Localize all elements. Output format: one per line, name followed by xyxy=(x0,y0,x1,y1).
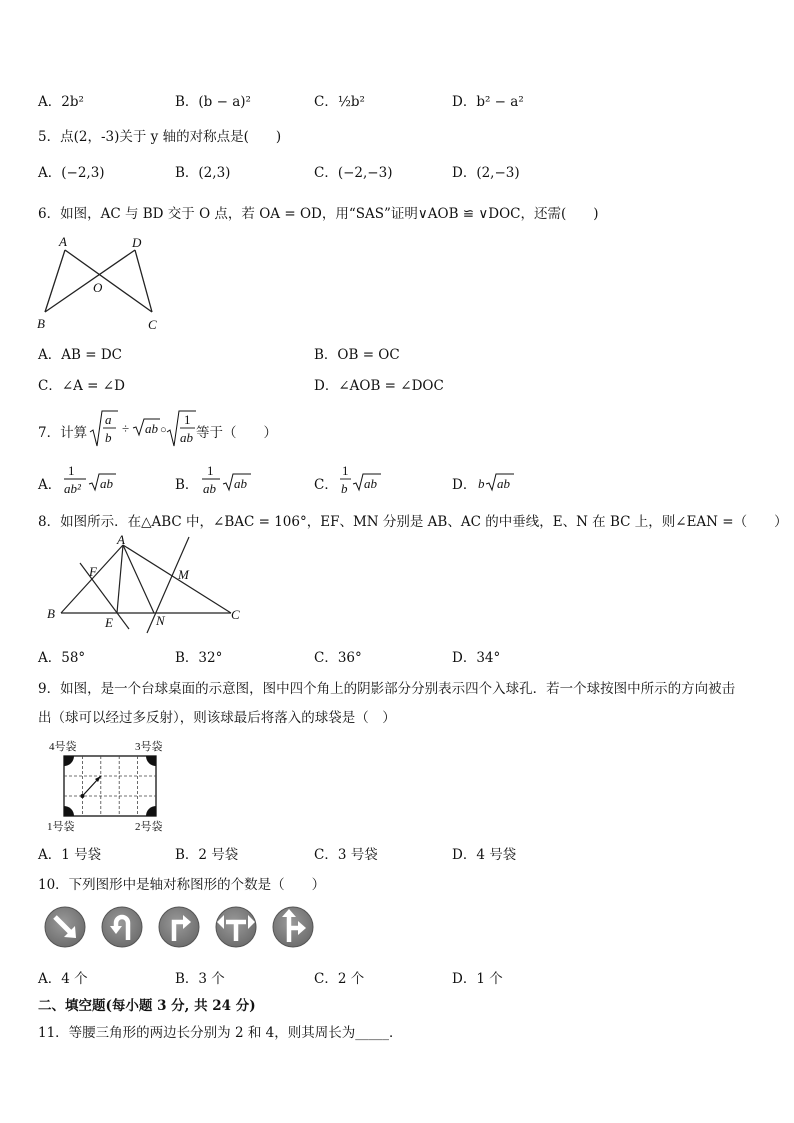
q5-option-d: D．(2,−3) xyxy=(452,165,520,181)
q6-label-b: B xyxy=(37,316,45,331)
q7-c-den: b xyxy=(341,481,348,496)
q8-option-a: A．58° xyxy=(38,650,86,666)
q4-option-a: A．2b² xyxy=(38,94,84,110)
q6-label-d: D xyxy=(132,235,142,250)
q6-option-a: A．AB = DC xyxy=(38,347,122,363)
q7-stem-suffix: 等于（ ） xyxy=(196,425,277,441)
q7-option-c-expr xyxy=(338,462,398,500)
q7-a-num: 1 xyxy=(68,463,75,478)
q10-stem: 10．下列图形中是轴对称图形的个数是（ ） xyxy=(38,877,326,893)
q6-stem: 6．如图，AC 与 BD 交于 O 点，若 OA = OD，用“SAS”证明∨AOB ≌ ∨DOC，还需( ) xyxy=(38,206,599,222)
q7-c-num: 1 xyxy=(342,463,349,478)
q7-stem-prefix: 7．计算 xyxy=(38,425,88,441)
q9-pocket3-shade xyxy=(146,756,156,766)
q9-option-a: A．1 号袋 xyxy=(38,847,102,863)
turn-right-sign-icon xyxy=(159,907,199,947)
q10-option-c: C．2 个 xyxy=(314,971,365,987)
straight-or-right-sign-icon xyxy=(273,907,313,947)
q7-expression xyxy=(88,408,198,452)
q5-option-b: B．(2,3) xyxy=(175,165,231,181)
q8-option-d: D．34° xyxy=(452,650,501,666)
q7-divide: ÷ xyxy=(122,421,130,436)
q4-option-c: C．½b² xyxy=(314,94,365,110)
q10-option-a: A．4 个 xyxy=(38,971,88,987)
q10-traffic-signs xyxy=(40,903,320,953)
q7-b-num: 1 xyxy=(207,463,214,478)
q8-label-a: A xyxy=(117,532,125,547)
q4-option-b: B．(b − a)² xyxy=(175,94,251,110)
q9-pocket4-shade xyxy=(64,756,74,766)
q8-label-n: N xyxy=(156,613,165,628)
q6-label-o: O xyxy=(93,280,103,295)
u-turn-left-sign-icon xyxy=(102,907,142,947)
q7-frac-den-b: b xyxy=(105,430,112,445)
q9-pocket2-shade xyxy=(146,806,156,816)
q8-label-b: B xyxy=(47,606,55,621)
q9-label-pocket4: 4号袋 xyxy=(49,741,77,753)
q9-label-pocket3: 3号袋 xyxy=(135,741,163,753)
q7-b-rad: ab xyxy=(234,476,247,491)
q8-figure xyxy=(45,533,250,633)
q7-option-a-expr xyxy=(62,462,132,500)
q7-option-a-letter: A． xyxy=(38,477,62,493)
q8-stem: 8．如图所示．在△ABC 中，∠BAC = 106°，EF、MN 分别是 AB、AC 的中垂线，E、N 在 BC 上，则∠EAN =（ ） xyxy=(38,514,788,530)
q6-label-a: A xyxy=(59,234,67,249)
q7-option-b-letter: B． xyxy=(175,477,199,493)
q6-option-b: B．OB = OC xyxy=(314,347,400,363)
q7-c-rad: ab xyxy=(364,476,377,491)
q10-option-d: D．1 个 xyxy=(452,971,503,987)
q5-option-c: C．(−2,−3) xyxy=(314,165,393,181)
q7-frac-den-ab: ab xyxy=(180,430,193,445)
arrow-down-right-sign-icon xyxy=(45,907,85,947)
q7-a-den: ab² xyxy=(64,481,81,496)
q8-label-c: C xyxy=(231,607,240,622)
q7-frac-num-1: 1 xyxy=(184,412,191,427)
q6-figure xyxy=(35,232,170,332)
q9-label-pocket2: 2号袋 xyxy=(135,821,163,833)
q7-dot: ○ xyxy=(160,424,167,436)
q7-option-c-letter: C． xyxy=(314,477,338,493)
q9-option-d: D．4 号袋 xyxy=(452,847,517,863)
q5-stem: 5．点(2，-3)关于 y 轴的对称点是( ) xyxy=(38,129,282,145)
q9-stem-line2: 出（球可以经过多反射），则该球最后将落入的球袋是（ ） xyxy=(38,710,396,726)
q8-label-m: M xyxy=(178,567,189,582)
q7-a-rad: ab xyxy=(100,476,113,491)
q7-d-coef: b xyxy=(478,476,485,491)
q6-option-d: D．∠AOB = ∠DOC xyxy=(314,378,444,394)
q9-option-b: B．2 号袋 xyxy=(175,847,239,863)
q8-option-b: B．32° xyxy=(175,650,223,666)
q9-option-c: C．3 号袋 xyxy=(314,847,378,863)
t-junction-sign-icon xyxy=(216,907,256,947)
q6-option-c: C．∠A = ∠D xyxy=(38,378,125,394)
q7-frac-num-a: a xyxy=(105,412,112,427)
q7-b-den: ab xyxy=(203,481,216,496)
q6-label-c: C xyxy=(148,317,157,332)
q8-option-c: C．36° xyxy=(314,650,362,666)
q7-option-d-expr xyxy=(476,462,536,500)
q8-label-f: F xyxy=(89,564,97,579)
q11-stem: 11．等腰三角形的两边长分别为 2 和 4，则其周长为_____． xyxy=(38,1025,403,1041)
q9-label-pocket1: 1号袋 xyxy=(47,821,75,833)
q5-option-a: A．(−2,3) xyxy=(38,165,105,181)
q7-option-b-expr xyxy=(200,462,270,500)
q9-pocket1-shade xyxy=(64,806,74,816)
q4-option-d: D．b² − a² xyxy=(452,94,524,110)
q9-stem-line1: 9．如图，是一个台球桌面的示意图，图中四个角上的阴影部分分别表示四个入球孔．若一个球按图中所示的方向被击 xyxy=(38,681,736,697)
q7-rad-ab: ab xyxy=(145,421,158,436)
q7-d-rad: ab xyxy=(497,476,510,491)
q9-billiard-figure xyxy=(45,738,175,834)
q7-option-d-letter: D． xyxy=(452,477,477,493)
section-2-title: 二、填空题(每小题 3 分, 共 24 分) xyxy=(38,998,256,1014)
q8-label-e: E xyxy=(105,615,113,630)
q10-option-b: B．3 个 xyxy=(175,971,225,987)
